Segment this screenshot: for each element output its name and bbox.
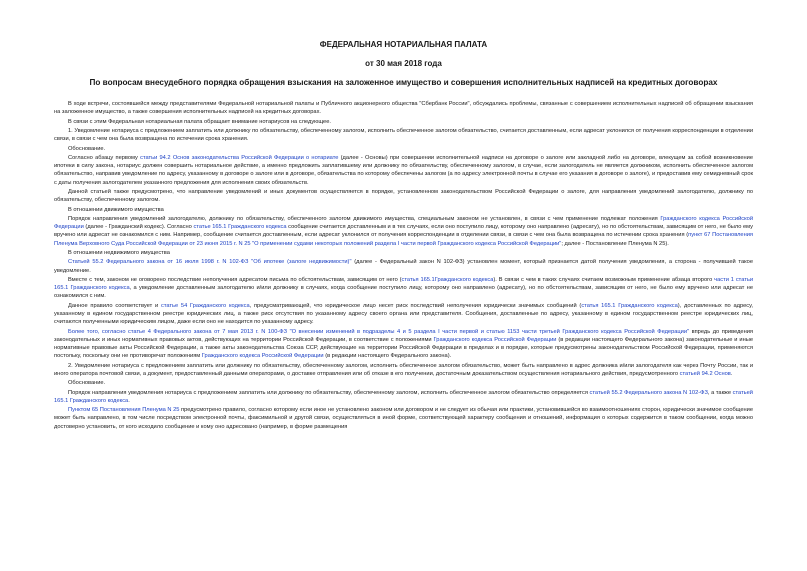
- paragraph-text: ). В связи с чем в таких случаях считаем возможным применение абзаца второго: [493, 277, 715, 284]
- paragraph-text: 1. Уведомление нотариуса с предложением заплатить или должнику по обязательству, обеспеченному залогом, исполнить обеспеченное залогом обязательство, считается доставленным, если адресат уклонился от получения корреспонденции в отделении связи, в связи с чем она была возвращена по истечении срока хранения.: [54, 128, 753, 143]
- paragraph: [54, 206, 753, 214]
- paragraph-text: впредь до приведения законодательных и иных нормативных правовых актов, действующих на территории Российской Федерации, в соответствие с положениями: [54, 328, 753, 343]
- document-body: [54, 100, 753, 431]
- paragraph-text: (в редакции настоящего Федерального закона) законодательные и иные нормативные правовые акты Российской Федерации, а также акты законодательства Союза ССР, действующие на территории Российской Федерации в пределах и в порядке, которые предусмотрены законодательством Российской Федерации, применяются постольку, поскольку они не противоречат положениям: [54, 336, 753, 360]
- paragraph-text: предусмотрено правило, согласно которому если иное не установлено законом или договором и не следует из обычая или практики, установившейся во взаимоотношениях сторон, юридически значимое сообщение может быть направлено, в том числе посредством электронной почты, факсимильной и другой связи, осуществляться в иной форме, соответствующей характеру сообщения и отношений, информация о которых содержится в таком сообщении, когда можно достоверно установить, от кого исходило сообщение и кому оно адресовано (например, в форме размещения: [54, 407, 753, 430]
- law-reference-link[interactable]: Гражданского кодекса Российской Федерации: [201, 353, 324, 360]
- law-reference-link[interactable]: статье 165.1 Гражданского кодекса: [193, 224, 287, 231]
- law-reference-link[interactable]: пункт 67 Постановления Пленума Верховного Суда Российской Федерации от 23 июня 2015 г. N 25 "О применении судами некоторых положений раздела I части первой Гражданского кодекса Российской Федерации": [54, 232, 753, 247]
- paragraph-text: В ходе встречи, состоявшейся между представителями Федеральной нотариальной палаты и Публичного акционерного общества "Сбербанк России", обсуждались проблемы, связанные с совершением исполнительных надписей об обращении взыскания на заложенное имущество, а также совершения исполнительных надписей на кредитных договорах.: [54, 101, 753, 116]
- law-reference-link[interactable]: статьей 165.1 Гражданского кодекса: [54, 389, 753, 404]
- law-reference-link[interactable]: статья 165.1Гражданского кодекса: [401, 277, 494, 284]
- law-reference-link[interactable]: статьи 94.2 Основ законодательства Российской Федерации о нотариате: [140, 155, 339, 162]
- paragraph-text: Порядок направления уведомлений залогодателю, должнику по обязательству, обеспеченного залогом движимого имущества, специальным законом не установлен, в связи с чем применение подлежат положения: [68, 216, 661, 223]
- law-reference-link[interactable]: Более того, согласно статье 4 Федерального закона от 7 мая 2013 г. N 100-ФЗ "О внесении изменений в подразделы 4 и 5 раздела I части первой и статью 1153 части третьей Гражданского кодекса Российской Федерации": [68, 328, 690, 335]
- paragraph-text: .: [730, 370, 733, 377]
- paragraph-text: В связи с этим Федеральная нотариальная палата обращает внимание нотариусов на следующее.: [68, 118, 331, 125]
- paragraph: [54, 145, 753, 153]
- paragraph-text: ; далее - Постановление Пленума N 25).: [561, 240, 669, 247]
- document-subject: По вопросам внесудебного порядка обращения взыскания на заложенное имущество и совершения исполнительных надписей на кредитных договорах: [89, 78, 718, 87]
- law-reference-link[interactable]: статье 54 Гражданского кодекса: [160, 302, 250, 309]
- paragraph-text: Порядок направления уведомления нотариуса с предложением заплатить или должнику по обязательству, обеспеченному залогом, исполнить обеспеченное залогом обязательство определяется: [68, 389, 590, 396]
- paragraph-text: Согласно абзацу первому: [68, 155, 141, 162]
- paragraph-text: , а уведомление доставленным залогодателю и/или должнику в случаях, когда сообщение поступило лицу, которому оно направлено (адресату), но по обстоятельствам, зависящим от него, не было ему вручено или адресат не ознакомился с ним.: [54, 285, 753, 300]
- paragraph: [54, 118, 753, 126]
- paragraph-text: (далее - Гражданский кодекс). Согласно: [83, 224, 194, 231]
- paragraph: [54, 276, 753, 300]
- paragraph: [54, 100, 753, 116]
- law-reference-link[interactable]: Пунктом 65 Постановления Пленума N 25: [68, 407, 180, 414]
- law-reference-link[interactable]: Статьей 55.2 Федерального закона от 16 июля 1998 г. N 102-ФЗ "Об ипотеке (залоге недвижимости)": [68, 259, 352, 266]
- paragraph-text: Обоснование.: [68, 380, 106, 387]
- paragraph: [54, 258, 753, 274]
- paragraph-text: В отношении недвижимого имущества: [68, 250, 170, 257]
- paragraph-text: 2. Уведомление нотариуса с предложением заплатить или должнику по обязательству, обеспеченному залогом, исполнить обеспеченное залогом обязательство, может быть направлено в адрес должника и/или залогодателя как через Почту России, так и иного оператора почтовой связи, а документ, предоставленный данными операторами, о доставке отправления или об отказе в его получении, достаточным доказательством осуществления нотариального действия, предусмотренного: [54, 362, 753, 377]
- paragraph: [54, 302, 753, 326]
- paragraph: [54, 188, 753, 204]
- paragraph-text: Данной статьей также предусмотрено, что направление уведомлений и иных документов осуществляется в порядке, установленном законодательством Российской Федерации о залоге, для направления уведомлений залогодателю, должнику по обязательству, обеспеченному залогом.: [54, 189, 753, 204]
- paragraph: [54, 379, 753, 387]
- paragraph-text: .: [128, 397, 130, 404]
- paragraph-text: Обоснование.: [68, 145, 106, 152]
- paragraph-text: ), доставленных по адресу, указанному в едином государственном реестре юридических лиц, а также риск отсутствия по указанному адресу своего органа или представителя. Сообщения, доставленные по адресу, указанному в едином государственном реестре юридических лиц, считаются полученными юридическим лицом, даже если оно не находится по указанному адресу.: [54, 302, 753, 326]
- paragraph-text: (далее - Основы) при совершении исполнительной надписи на договоре о залоге или закладной либо на договоре, влекущем за собой возникновение ипотеки в силу закона, нотариус должен совершить нотариальное действие, а именно предложить заплатившему или должнику по обязательству, обеспеченному залогом, в случае, если залогодатель не является должником, исполнить обеспеченное залогом обязательство, направив уведомление по адресу, указанному в договоре о залоге или в договоре, обязательства по которому обеспечены залогом (а по адресу электронной почты в случае его указания в договоре о залоге), и предоставив ему семидневный срок с даты получения залогодателем указанного предложения для исполнения своих обязательств.: [54, 155, 753, 186]
- paragraph: [54, 328, 753, 361]
- paragraph-text: , а также: [707, 389, 733, 396]
- paragraph-text: (далее - Федеральный закон N 102-ФЗ) установлен момент, который признается датой получения уведомления, а сторона - получившей такое уведомление.: [54, 259, 753, 274]
- law-reference-link[interactable]: статья 165.1 Гражданского кодекса: [581, 302, 678, 309]
- law-reference-link[interactable]: части 1 статьи 165.1 Гражданского кодекса: [54, 277, 753, 292]
- law-reference-link[interactable]: Гражданского кодекса Российской Федерации: [54, 216, 753, 231]
- paragraph: [54, 215, 753, 248]
- law-reference-link[interactable]: Гражданского кодекса Российской Федерации: [433, 336, 557, 343]
- paragraph: [54, 362, 753, 378]
- paragraph-text: Вместе с тем, законом не оговорено последствие неполучения адресатом письма по обстоятельствам, зависящим от него (: [68, 277, 402, 284]
- paragraph-text: В отношении движимого имущества: [68, 206, 164, 213]
- law-reference-link[interactable]: статьей 94.2 Основ: [679, 370, 731, 377]
- paragraph: [54, 389, 753, 405]
- org-title: ФЕДЕРАЛЬНАЯ НОТАРИАЛЬНАЯ ПАЛАТА: [319, 40, 488, 49]
- paragraph: [54, 249, 753, 257]
- paragraph-text: , предусматривающей, что юридическое лицо несет риск последствий неполучения юридически значимых сообщений (: [249, 302, 582, 309]
- paragraph-text: сообщение считается доставленным и в тех случаях, если оно поступило лицу, которому оно направлено (адресату), но по обстоятельствам, зависящим от него, не было ему вручено или адресат не ознакомился с ним. Например, сообщение считается доставленным, если адресат уклонился от получения корреспонденции в отделении связи, в связи с чем она была возвращена по истечении срока хранения (: [54, 224, 753, 239]
- law-reference-link[interactable]: статьей 55.2 Федерального закона N 102-ФЗ: [589, 389, 708, 396]
- paragraph: [54, 127, 753, 143]
- paragraph: [54, 154, 753, 187]
- paragraph-text: Данное правило соответствует и: [68, 302, 161, 309]
- paragraph-text: (в редакции настоящего Федерального закона).: [323, 353, 452, 360]
- paragraph: [54, 406, 753, 430]
- document-date: от 30 мая 2018 года: [365, 59, 442, 68]
